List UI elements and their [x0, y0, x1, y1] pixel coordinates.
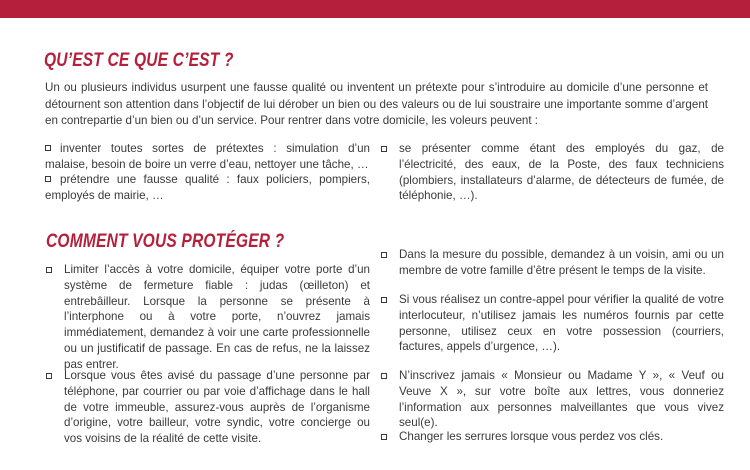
list-item: Limiter l’accès à votre domicile, équiper votre porte d’un système de fermeture fiable : judas (œilleton) et entrebâilleur. Lorsque la personne se présente à l’interphone ou à votre porte, n’ouvrez jamais immédiatement, demandez à voir une carte professionnelle ou un justificatif de passage. En cas de refus, ne la laissez pas entrer. [45, 262, 370, 373]
square-bullet-icon [381, 252, 387, 258]
square-bullet-icon [45, 145, 51, 151]
list-item: prétendre une fausse qualité : faux policiers, pompiers, employés de mairie, … [45, 173, 370, 202]
top-accent-bar [0, 0, 750, 18]
square-bullet-icon [45, 176, 51, 182]
section-title-how-to-protect: COMMENT VOUS PROTÉGER ? [46, 231, 285, 252]
square-bullet-icon [381, 434, 387, 440]
square-bullet-icon [46, 373, 52, 379]
list-item: N’inscrivez jamais « Monsieur ou Madame Y », « Veuf ou Veuve X », sur votre boîte aux lettres, vous donneriez l’information aux personnes malveillantes que vous vivez seul(e). [380, 368, 724, 431]
list-item: inventer toutes sortes de prétextes : simulation d’un malaise, besoin de boire un verre d’eau, nettoyer une tâche, … [45, 142, 370, 171]
square-bullet-icon [381, 146, 387, 152]
square-bullet-icon [381, 373, 387, 379]
square-bullet-icon [381, 297, 387, 303]
list-item: Changer les serrures lorsque vous perdez vos clés. [380, 429, 724, 445]
intro-paragraph: Un ou plusieurs individus usurpent une fausse qualité ou inventent un prétexte pour s’introduire au domicile d’une personne et détournent son attention dans l’objectif de lui dérober un bien ou des valeurs ou de lui soustraire une importante somme d’argent en contrepartie d’un bien ou d’un service. Pour rentrer dans votre domicile, les voleurs peuvent : [45, 81, 708, 127]
section-title-what-is-it: QU’EST CE QUE C’EST ? [44, 50, 234, 71]
square-bullet-icon [46, 267, 52, 273]
list-item: se présenter comme étant des employés du gaz, de l’électricité, des eaux, de la Poste, des faux techniciens (plombiers, installateurs d’alarme, de détecteurs de fumée, de téléphonie, …). [380, 141, 724, 204]
list-item: Si vous réalisez un contre-appel pour vérifier la qualité de votre interlocuteur, n’utilisez jamais les numéros fournis par cette personne, utilisez ceux en votre possession (courriers, factures, appels d’urgence, …). [380, 292, 724, 355]
list-item: Dans la mesure du possible, demandez à un voisin, ami ou un membre de votre famille d’être présent le temps de la visite. [380, 247, 724, 279]
list-item: Lorsque vous êtes avisé du passage d’une personne par téléphone, par courrier ou par voie d’affichage dans le hall de votre immeuble, assurez-vous auprès de l’organisme d’origine, votre bailleur, votre syndic, votre concierge ou vos voisins de la réalité de cette visite. [45, 368, 370, 447]
